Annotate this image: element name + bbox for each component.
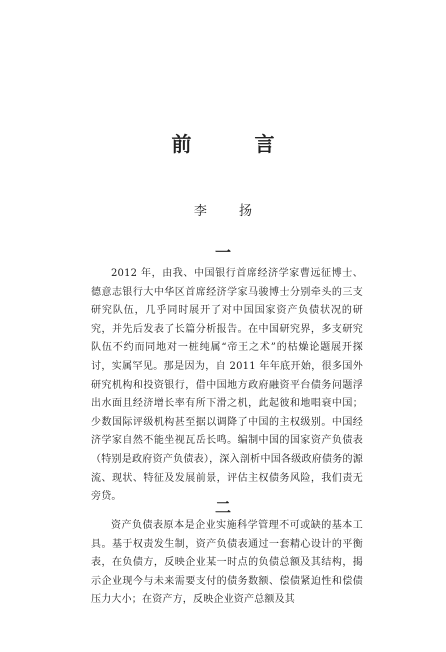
section-1-paragraph: 2012 年，由我、中国银行首席经济学家曹远征博士、德意志银行大中华区首席经济学家马骏博士分别牵头的三支研究队伍，几乎同时展开了对中国国家资产负债状况的研究，并先后发表了长篇分析报告。在中国研究界，多支研究队伍不约而同地对一桩纯属“帝王之术”的枯燥论题展开探讨，实属罕见。那是因为，自 2011 年年底开始，很多国外研究机构和投资银行，借中国地方政府融资平台债务问题浮出水面且经济增长率有所下滑之机，此起彼和地唱衰中国；少数国际评级机构甚至据以调降了中国的主权级别。中国经济学家自然不能坐视瓦岳长鸣。编制中国的国家资产负债表（特别是政府资产负债表），深入剖析中国各级政府债务的源流、现状、特征及发展前景，评估主权债务风险，我们责无旁贷。: [91, 268, 363, 503]
section-number-1: 一: [214, 243, 231, 262]
section-2-paragraph: 资产负债表原本是企业实施科学管理不可或缺的基本工具。基于权责发生制，资产负债表通过一套精心设计的平衡表，在负债方，反映企业某一时点的负债总额及其结构，揭示企业现今与未来需要支付的债务数额、偿债紧迫性和偿债压力大小；在资产方，反映企业资产总额及其: [91, 520, 363, 606]
page-title: 前 言: [171, 132, 303, 156]
section-number-2: 二: [214, 498, 231, 517]
author-name: 李 扬: [193, 204, 267, 219]
